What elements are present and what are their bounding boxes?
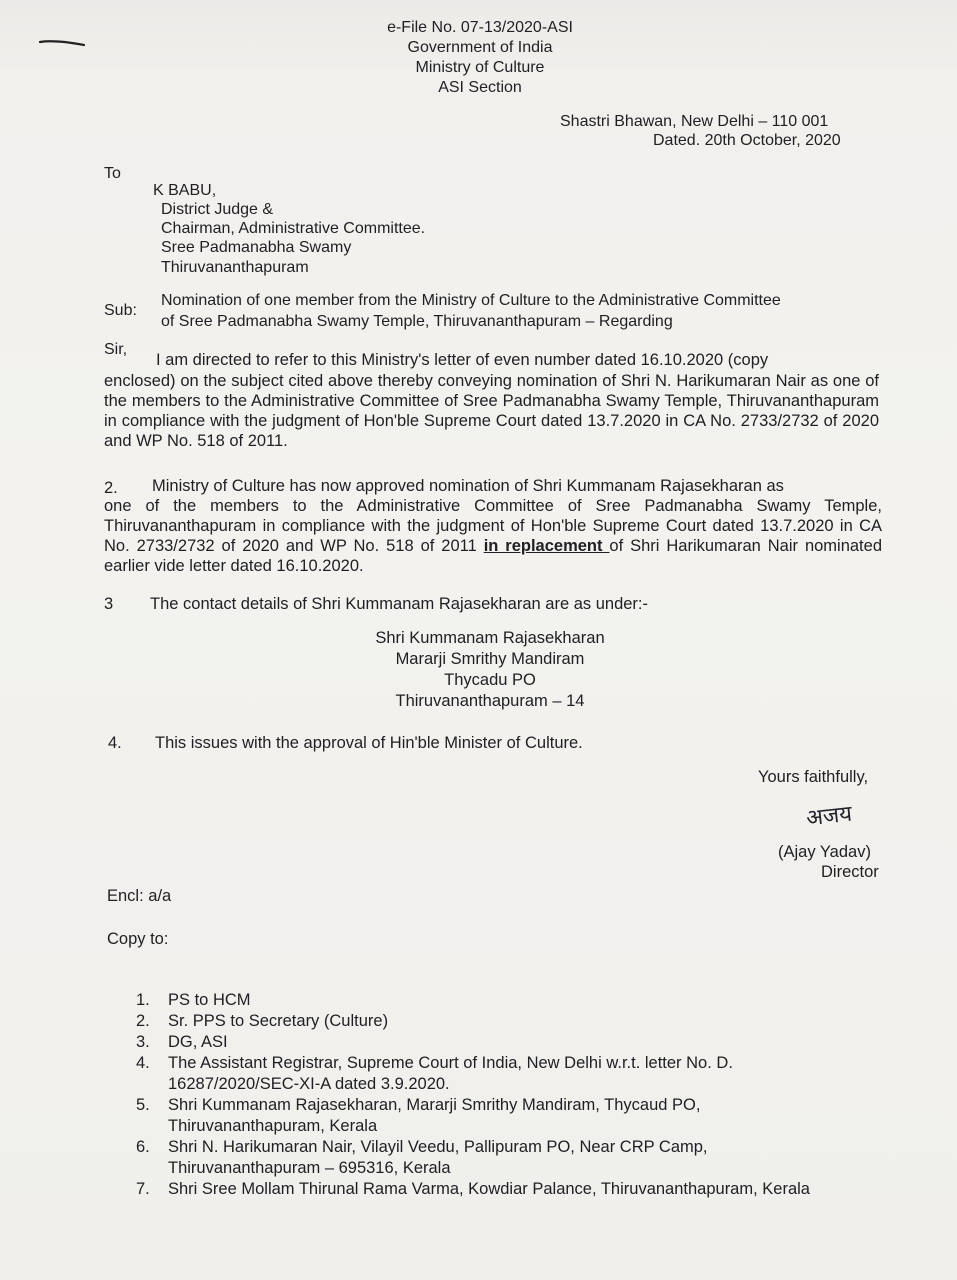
file-number: e-File No. 07-13/2020-ASI [387, 19, 573, 36]
place-line: Shastri Bhawan, New Delhi – 110 001 [560, 113, 829, 130]
item-number: 3. [136, 1033, 150, 1051]
para2-body [104, 496, 882, 576]
list-item [136, 1095, 906, 1137]
item-number: 5. [136, 1096, 150, 1114]
list-item [136, 1032, 906, 1053]
item-text: DG, ASI [168, 1033, 228, 1051]
date-line: Dated. 20th October, 2020 [653, 132, 841, 149]
section-line: ASI Section [438, 79, 522, 96]
copy-to-list [136, 990, 906, 1200]
list-item [136, 1137, 906, 1179]
para2-first-line: Ministry of Culture has now approved nomination of Shri Kummanam Rajasekharan as [152, 477, 784, 495]
list-item [136, 1053, 906, 1095]
signatory-designation: Director [821, 863, 879, 881]
list-item [136, 1179, 906, 1200]
enclosure: Encl: a/a [107, 887, 172, 905]
list-item [136, 1011, 906, 1032]
item-number: 1. [136, 991, 150, 1009]
para3-number: 3 [104, 595, 114, 613]
recipient-line: Chairman, Administrative Committee. [161, 220, 426, 237]
item-text: PS to HCM [168, 991, 251, 1009]
item-text: The Assistant Registrar, Supreme Court of India, New Delhi w.r.t. letter No. D. 16287/2020/SEC-XI-A dated 3.9.2020. [168, 1054, 733, 1093]
recipient-line: District Judge & [161, 201, 274, 218]
item-text: Sr. PPS to Secretary (Culture) [168, 1012, 389, 1030]
subject-label: Sub: [104, 302, 137, 319]
para1-body: enclosed) on the subject cited above thereby conveying nomination of Shri N. Harikumaran Nair as one of the members to the Administrative Committee of Sree Padmanabha Swamy Temple, Thiruvananthapuram in compliance with the judgment of Hon'ble Supreme Court dated 13.7.2020 in CA No. 2733/2732 of 2020 and WP No. 518 of 2011. [104, 372, 879, 450]
para4-number: 4. [108, 734, 122, 752]
contact-line: Shri Kummanam Rajasekharan [375, 629, 605, 647]
contact-line: Thycadu PO [444, 671, 536, 689]
item-number: 2. [136, 1012, 150, 1030]
closing: Yours faithfully, [758, 768, 869, 786]
item-text: Shri N. Harikumaran Nair, Vilayil Veedu, Pallipuram PO, Near CRP Camp, Thiruvananthapuram – 695316, Kerala [168, 1138, 708, 1177]
pen-mark [38, 36, 88, 50]
contact-line: Mararji Smrithy Mandiram [395, 650, 585, 668]
item-number: 6. [136, 1138, 150, 1156]
recipient-line: K BABU, [153, 182, 217, 199]
para3-text: The contact details of Shri Kummanam Rajasekharan are as under:- [150, 595, 648, 613]
recipient-line: Thiruvananthapuram [161, 259, 309, 276]
subject-line-2: of Sree Padmanabha Swamy Temple, Thiruvananthapuram – Regarding [161, 313, 673, 330]
signatory-name: (Ajay Yadav) [778, 843, 871, 861]
recipient-line: Sree Padmanabha Swamy [161, 239, 352, 256]
to-label: To [104, 165, 121, 182]
para4-text: This issues with the approval of Hin'ble Minister of Culture. [155, 734, 583, 752]
subject-line-1: Nomination of one member from the Ministry of Culture to the Administrative Committee [161, 292, 781, 309]
contact-line: Thiruvananthapuram – 14 [395, 692, 585, 710]
para1-first-line: I am directed to refer to this Ministry's letter of even number dated 16.10.2020 (copy [156, 351, 769, 369]
copy-to-label: Copy to: [107, 930, 169, 948]
para2-text: one of the members to the Administrative Committee of Sree Padmanabha Swamy Temple, Thiruvananthapuram in compliance with the judgment of Hon'ble Supreme Court dated 13.7.2020 in CA No. 2733/2732 of 2020 and WP No. 518 of 2011 [104, 497, 882, 555]
item-text: Shri Sree Mollam Thirunal Rama Varma, Kowdiar Palance, Thiruvananthapuram, Kerala [168, 1180, 810, 1198]
government-line: Government of India [407, 39, 553, 56]
underlined-phrase: in replacement [483, 537, 610, 555]
item-text: Shri Kummanam Rajasekharan, Mararji Smrithy Mandiram, Thycaud PO, Thiruvananthapuram, Kerala [168, 1096, 701, 1135]
item-number: 7. [136, 1180, 150, 1198]
item-number: 4. [136, 1054, 150, 1072]
signature-mark: अजय [804, 801, 854, 832]
list-item [136, 990, 906, 1011]
para2-text: of Shri Harikumaran Nair nominated earlier vide letter dated 16.10.2020. [104, 537, 882, 575]
salutation: Sir, [104, 341, 128, 358]
para2-number: 2. [104, 479, 118, 497]
ministry-line: Ministry of Culture [415, 59, 545, 76]
